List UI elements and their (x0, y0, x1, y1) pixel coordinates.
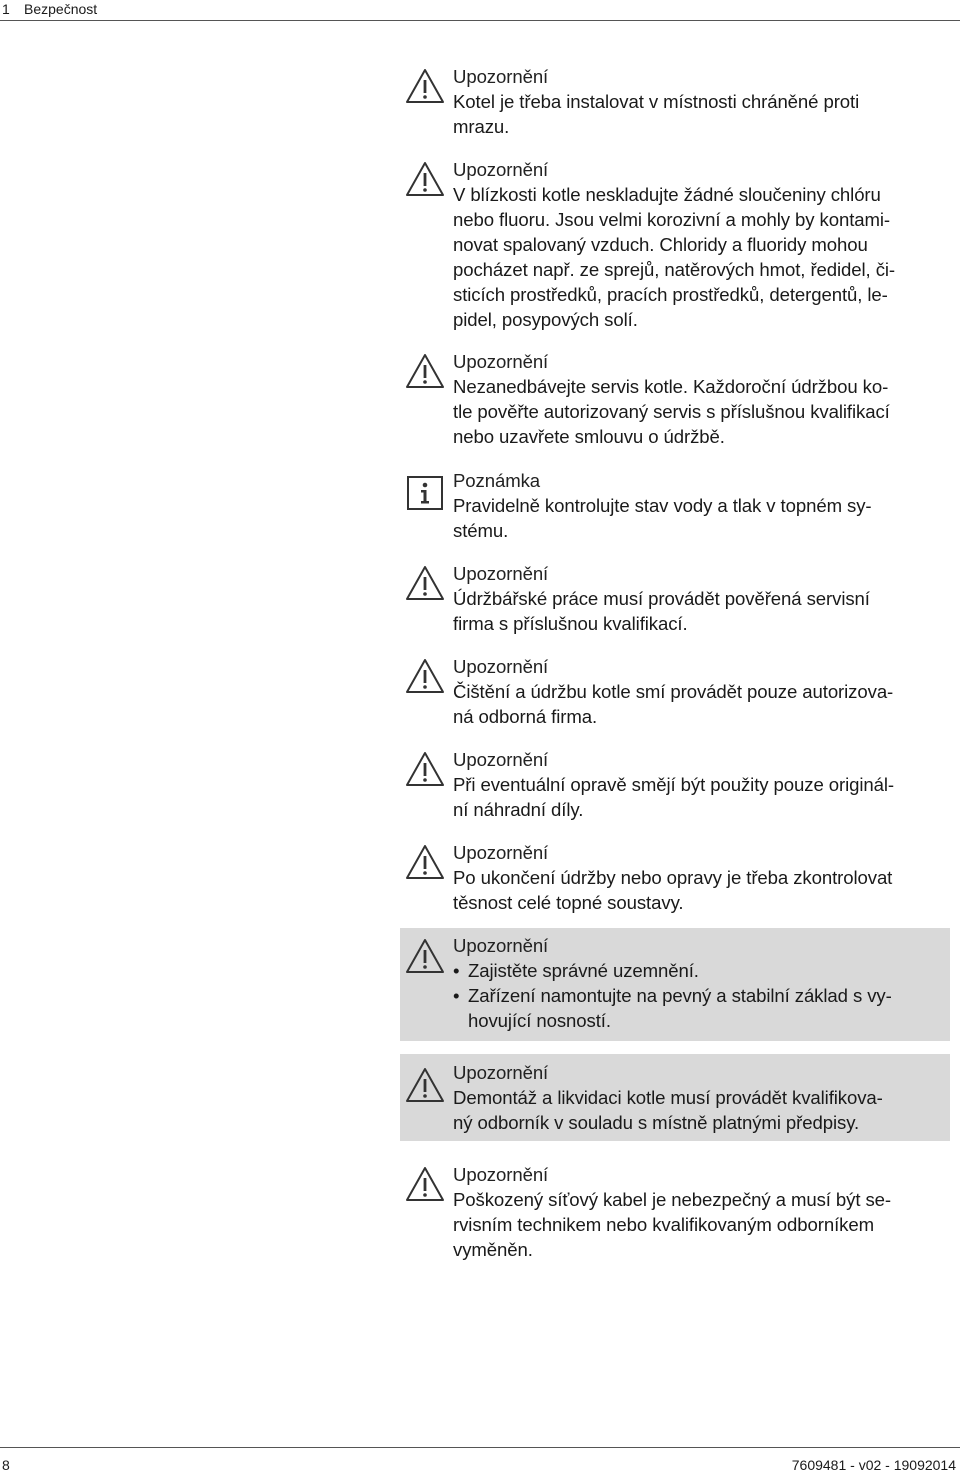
warning-notice (400, 347, 950, 452)
notice-title: Upozornění (453, 935, 549, 956)
bullet-item (453, 958, 953, 983)
chapter-number: 1 (2, 1, 10, 17)
notice-text-line: V blízkosti kotle neskladujte žádné sloučeniny chlóru (453, 184, 881, 205)
notice-text-line: tle pověřte autorizovaný servis s příslušnou kvalifikací (453, 401, 890, 422)
warning-notice (400, 155, 950, 335)
notice-text-line: Údržbářské práce musí provádět pověřená servisní (453, 588, 870, 609)
warning-notice-shaded (400, 928, 950, 1041)
notice-title: Upozornění (453, 842, 549, 863)
notice-text-line: Demontáž a likvidaci kotle musí provádět kvalifikova- (453, 1087, 883, 1108)
bullet-text: Zařízení namontujte na pevný a stabilní základ s vy- (468, 985, 892, 1006)
info-notice (400, 466, 950, 546)
notice-text-line: nebo fluoru. Jsou velmi korozivní a mohly by kontami- (453, 209, 891, 230)
notice-text-line: novat spalovaný vzduch. Chloridy a fluoridy mohou (453, 234, 868, 255)
warning-triangle-icon (404, 1066, 446, 1104)
notice-text-line: pocházet např. ze sprejů, natěrových hmot, ředidel, či- (453, 259, 896, 280)
notice-text-line: Čištění a údržbu kotle smí provádět pouze autorizova- (453, 681, 894, 702)
warning-triangle-icon (404, 750, 446, 788)
notice-text-line: Nezanedbávejte servis kotle. Každoroční údržbou ko- (453, 376, 889, 397)
chapter-title: Bezpečnost (24, 1, 98, 17)
bullet-text: Zajistěte správné uzemnění. (468, 960, 699, 981)
notice-text-line: firma s příslušnou kvalifikací. (453, 613, 688, 634)
page-header (0, 0, 960, 17)
warning-triangle-icon (404, 160, 446, 198)
warning-notice-shaded (400, 1054, 950, 1141)
warning-triangle-icon (404, 843, 446, 881)
info-icon (404, 474, 446, 512)
warning-triangle-icon (404, 1165, 446, 1203)
notice-text-line: nebo uzavřete smlouvu o údržbě. (453, 426, 725, 447)
warning-notice (400, 838, 950, 918)
notice-text-line: Pravidelně kontrolujte stav vody a tlak v topném sy- (453, 495, 872, 516)
notice-text-line: mrazu. (453, 116, 510, 137)
notice-title: Upozornění (453, 656, 549, 677)
page-number: 8 (2, 1457, 10, 1473)
bullet-item (453, 983, 953, 1008)
notice-title: Upozornění (453, 351, 549, 372)
warning-triangle-icon (404, 564, 446, 602)
warning-notice (400, 652, 950, 732)
bullet-dot: • (453, 985, 460, 1006)
warning-notice (400, 745, 950, 825)
notice-text-line: stému. (453, 520, 509, 541)
notice-title: Upozornění (453, 159, 549, 180)
warning-triangle-icon (404, 67, 446, 105)
notice-text-line: ná odborná firma. (453, 706, 598, 727)
footer-divider (0, 1447, 960, 1448)
warning-triangle-icon (404, 352, 446, 390)
notice-text-line: ný odborník v souladu s místně platnými předpisy. (453, 1112, 860, 1133)
notice-title: Upozornění (453, 1062, 549, 1083)
header-divider (0, 20, 960, 21)
notice-text-line: Kotel je třeba instalovat v místnosti chráněné proti (453, 91, 860, 112)
bullet-continuation: hovující nosností. (468, 1010, 611, 1031)
notice-text-line: Po ukončení údržby nebo opravy je třeba zkontrolovat (453, 867, 893, 888)
notice-title: Upozornění (453, 749, 549, 770)
notice-title: Upozornění (453, 563, 549, 584)
notice-text-line: rvisním technikem nebo kvalifikovaným odborníkem (453, 1214, 874, 1235)
notice-text-line: Při eventuální opravě smějí být použity pouze originál- (453, 774, 894, 795)
notice-text-line: Poškozený síťový kabel je nebezpečný a musí být se- (453, 1189, 892, 1210)
notice-text-line: pidel, posypových solí. (453, 309, 638, 330)
warning-triangle-icon (404, 657, 446, 695)
notice-text-line: těsnost celé topné soustavy. (453, 892, 684, 913)
warning-notice (400, 62, 950, 142)
notice-title: Upozornění (453, 1164, 549, 1185)
notice-title: Poznámka (453, 470, 541, 491)
notice-title: Upozornění (453, 66, 549, 87)
bullet-dot: • (453, 960, 460, 981)
warning-triangle-icon (404, 937, 446, 975)
document-code: 7609481 - v02 - 19092014 (791, 1457, 956, 1473)
notice-text-line: ní náhradní díly. (453, 799, 584, 820)
warning-notice (400, 1160, 950, 1265)
notice-text-line: vyměněn. (453, 1239, 533, 1260)
warning-notice (400, 559, 950, 639)
notice-text-line: sticích prostředků, pracích prostředků, detergentů, le- (453, 284, 888, 305)
